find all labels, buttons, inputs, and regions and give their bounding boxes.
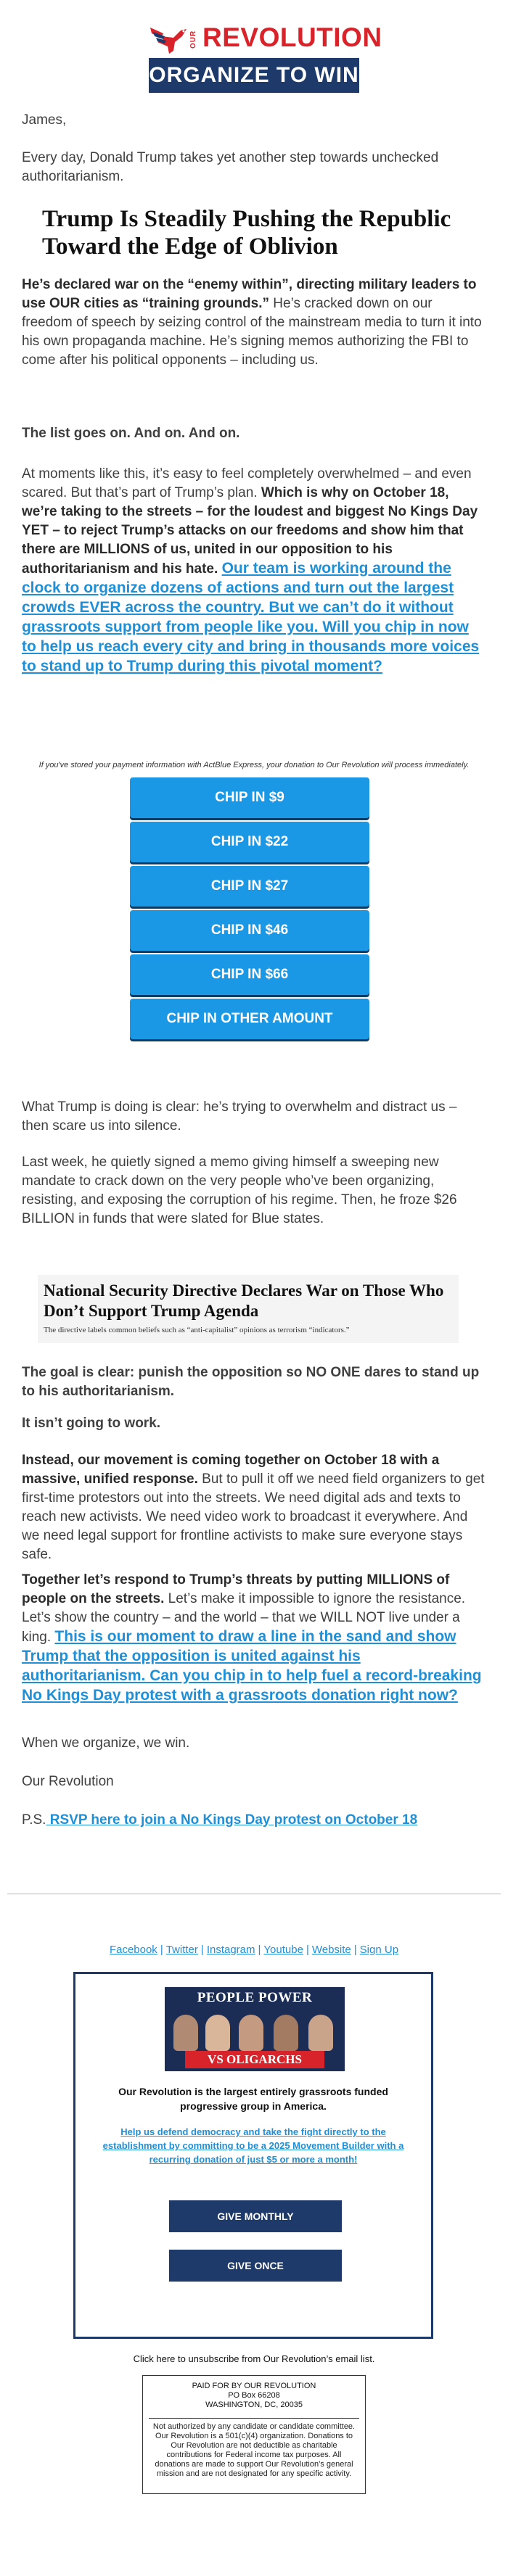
link-separator: | [353,1944,357,1956]
eagle-icon [149,22,188,55]
signup-link[interactable]: Sign Up [359,1944,399,1956]
mission-statement: Our Revolution is the largest entirely grassroots funded progressive group in America. [118,2086,388,2112]
donate-link-main[interactable]: Our team is working around the clock to organize dozens of actions and turn out the largest crowds EVER across the country. But we can’t do it without grassroots support from people like you. Will you chip in now to help us reach every city and bring in thousands more voices to stand up to Trump during this pivotal moment? [22,560,480,674]
chip-in-27-button[interactable]: CHIP IN $27 [130,866,369,907]
give-once-button[interactable]: GIVE ONCE [169,2250,342,2282]
chip-in-9-button[interactable]: CHIP IN $9 [130,777,369,818]
paragraph-war-bold: He’s declared war on the “enemy within”, directing military leaders to use OUR cities as “training grounds.” [22,277,477,311]
logo-revolution-text: REVOLUTION [202,22,382,52]
greeting: James, [22,112,67,128]
logo-our-text: OUR [189,30,197,49]
paragraph-movement-bold: Instead, our movement is coming together on October 18 with a massive, unified response. [22,1453,440,1487]
portrait-image [205,2015,230,2051]
paragraph-together-bold: Together let’s respond to Trump’s threats by putting MILLIONS of people on the streets. [22,1572,450,1606]
link-separator: | [200,1944,204,1956]
header-logo[interactable] [0,20,508,93]
paragraph-october-18 [22,465,486,677]
paragraph-war [22,276,486,370]
oligarch-portraits [173,2009,336,2051]
paragraph-war-rest: He’s cracked down on our freedom of speech by seizing control of the mainstream media to turn it into his own propaganda machine. He’s signing memos authorizing the FBI to come after his political opponents – including us. [22,296,482,368]
paid-for-heading [143,2382,365,2410]
donate-link-secondary[interactable]: This is our moment to draw a line in the sand and show Trump that the opposition is united against his authoritarianism. Can you chip in to help fuel a record-breaking No Kings Day protest with a grassroots donation right now? [22,1628,482,1704]
legal-disclaimer: Not authorized by any candidate or candidate committee. Our Revolution is a 501(c)(4) organization. Donations to Our Revolution are not deductible as charitable contributions for Federal income tax purposes. All donations are made to support Our Revolution’s general mission and are not designated for any specific activity. [152,2422,356,2478]
logo-tagline: ORGANIZE TO WIN [149,58,359,93]
portrait-image [239,2015,263,2051]
rsvp-link[interactable]: RSVP here to join a No Kings Day protest on October 18 [46,1812,418,1828]
instagram-link[interactable]: Instagram [206,1944,255,1956]
news-clipping [38,1275,459,1343]
paragraph-overwhelm: What Trump is doing is clear: he’s trying to overwhelm and distract us – then scare us into silence. [22,1099,457,1134]
paragraph-together [22,1571,486,1706]
paid-for-divider [149,2418,359,2419]
portrait-image [274,2015,298,2051]
paid-for-line: PAID FOR BY OUR REVOLUTION [192,2382,316,2390]
paid-for-city: WASHINGTON, DC, 20035 [205,2400,303,2409]
postscript-label: P.S. [22,1812,46,1828]
portrait-image [308,2015,333,2051]
link-separator: | [258,1944,261,1956]
banner-title: PEOPLE POWER [197,1990,313,2005]
news-clipping-subtitle: The directive labels common beliefs such as “anti-capitalist” opinions as terrorism “indicators.” [44,1326,350,1334]
facebook-link[interactable]: Facebook [109,1944,157,1956]
paragraph-october-bold: Which is why on October 18, we’re taking to the streets – for the loudest and biggest No Kings Day YET – to reject Trump’s attacks on our freedoms and show him that there are MILLIONS of us, united in our opposition to his authoritarianism and his hate. [22,485,478,577]
chip-in-46-button[interactable]: CHIP IN $46 [130,910,369,951]
signoff: Our Revolution [22,1774,114,1789]
chip-in-22-button[interactable]: CHIP IN $22 [130,822,369,862]
paragraph-goal: The goal is clear: punish the opposition so NO ONE dares to stand up to his authoritarianism. [22,1365,480,1399]
footer-donation-box [73,1972,433,2339]
give-monthly-button[interactable]: GIVE MONTHLY [169,2200,342,2232]
portrait-image [173,2015,198,2051]
website-link[interactable]: Website [311,1944,351,1956]
paragraph-october-plain: At moments like this, it’s easy to feel completely overwhelmed – and even scared. But that’s part of Trump’s plan. [22,466,472,500]
movement-builder-link[interactable]: Help us defend democracy and take the fight directly to the establishment by committing to be a 2025 Movement Builder with a recurring donation of just $5 or more a month! [102,2126,404,2165]
link-separator: | [160,1944,163,1956]
headline: Trump Is Steadily Pushing the Republic Toward the Edge of Oblivion [42,206,451,260]
link-separator: | [306,1944,309,1956]
postscript [22,1811,486,1830]
paragraph-movement [22,1451,486,1564]
paragraph-list: The list goes on. And on. And on. [22,426,240,441]
paragraph-organize: When we organize, we win. [22,1735,190,1751]
chip-in-66-button[interactable]: CHIP IN $66 [130,954,369,995]
paragraph-memo: Last week, he quietly signed a memo giving himself a sweeping new mandate to crack down on the very people who’ve been organizing, resisting, and exposing the corruption of his regime. Then, he froze $26 BILLION in funds that were slated for Blue states. [22,1155,457,1226]
paragraph-together-rest: Let’s make it impossible to ignore the resistance. Let’s show the country – and the world – that we WILL NOT live under a king. [22,1591,466,1645]
news-clipping-title: National Security Directive Declares War on Those Who Don’t Support Trump Agenda [44,1281,444,1320]
banner-subtitle: VS OLIGARCHS [185,2051,324,2068]
intro-paragraph: Every day, Donald Trump takes yet another step towards unchecked authoritarianism. [22,150,439,184]
actblue-note: If you've stored your payment information with ActBlue Express, your donation to Our Revolution will process immediately. [38,761,470,769]
paragraph-wont-work: It isn’t going to work. [22,1416,161,1431]
logo-wordmark [149,20,382,57]
paragraph-movement-rest: But to pull it off we need field organizers to get first-time protestors out into the streets. We need digital ads and texts to reach new activists. We need video work to broadcast it everywhere. And we need legal support for frontline activists to make sure everyone stays safe. [22,1471,485,1562]
people-power-banner[interactable] [165,1987,345,2071]
paid-for-address: PO Box 66208 [228,2391,280,2400]
twitter-link[interactable]: Twitter [165,1944,198,1956]
paid-for-box [142,2375,366,2494]
footer-social-links [0,1944,508,1956]
chip-in-other-button[interactable]: CHIP IN OTHER AMOUNT [130,999,369,1039]
unsubscribe-link[interactable]: Click here to unsubscribe from Our Revolution’s email list. [133,2353,375,2364]
youtube-link[interactable]: Youtube [263,1944,303,1956]
